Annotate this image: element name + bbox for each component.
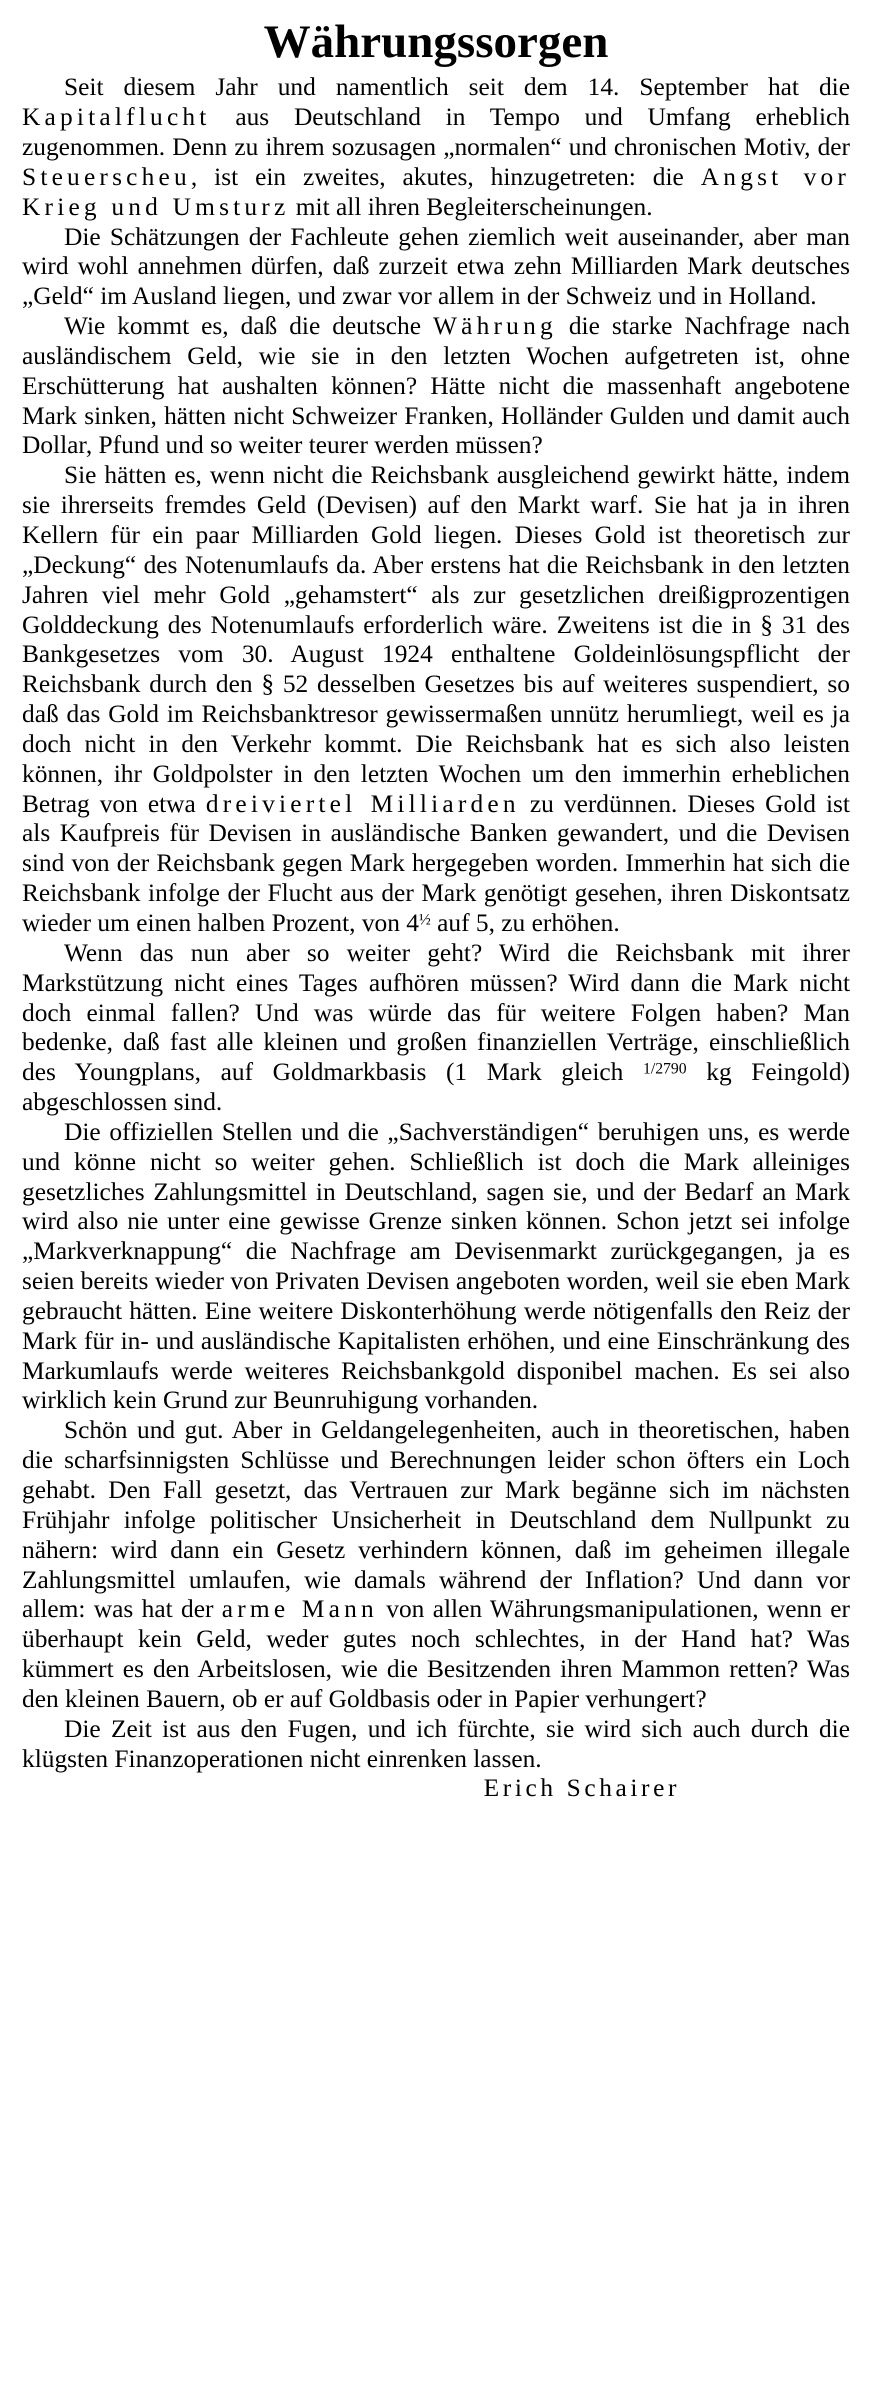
article-body	[22, 73, 850, 1774]
paragraph: Die Schätzungen der Fachleute gehen ziemlich weit auseinander, aber man wird wohl annehmen dürfen, daß zurzeit etwa zehn Milliarden Mark deutsches „Geld“ im Ausland liegen, und zwar vor allem in der Schweiz und in Holland.	[22, 222, 850, 311]
author-signature: Erich Schairer	[483, 1774, 680, 1803]
paragraph-final: Die Zeit ist aus den Fugen, und ich fürchte, sie wird sich auch durch die klügsten Finanzoperationen nicht einrenken lassen.	[22, 1714, 850, 1773]
paragraph: Sie hätten es, wenn nicht die Reichsbank ausgleichend gewirkt hätte, indem sie ihrerseits fremdes Geld (Devisen) auf den Markt warf. Sie hat ja in ihren Kellern für ein paar Milliarden Gold liegen. Dieses Gold ist theoretisch zur „Deckung“ des Notenumlaufs da. Aber erstens hat die Reichsbank in den letzten Jahren viel mehr Gold „gehamstert“ als zur gesetzlichen dreißigprozentigen Golddeckung des Notenumlaufs erforderlich wäre. Zweitens ist die in § 31 des Bankgesetzes vom 30. August 1924 enthaltene Goldeinlösungspflicht der Reichsbank durch den § 52 desselben Gesetzes bis auf weiteres suspendiert, so daß das Gold im Reichsbanktresor gewissermaßen unnütz herumliegt, weil es ja doch nicht in den Verkehr kommt. Die Reichsbank hat es sich also leisten können, ihr Goldpolster in den letzten Wochen um den immerhin erheblichen Betrag von etwa dreiviertel Milliarden zu verdünnen. Dieses Gold ist als Kaufpreis für Devisen in ausländische Banken gewandert, und die Devisen sind von der Reichsbank gegen Mark hergegeben worden. Immerhin hat sich die Reichsbank infolge der Flucht aus der Mark genötigt gesehen, ihren Diskontsatz wieder um einen halben Prozent, von $4^{\frac{1}{2}}$ auf 5, zu erhöhen.	[22, 461, 850, 937]
paragraph: Die offiziellen Stellen und die „Sachverständigen“ beruhigen uns, es werde und könne nicht so weiter gehen. Schließlich ist doch die Mark alleiniges gesetzliches Zahlungsmittel in Deutschland, sagen sie, und der Bedarf an Mark wird also nie unter eine gewisse Grenze sinken können. Schon jetzt sei infolge „Markverknappung“ die Nachfrage am Devisenmarkt zurückgegangen, ja es seien bereits wieder von Privaten Devisen angeboten worden, weil sie eben Mark gebraucht hätten. Eine weitere Diskonterhöhung werde nötigenfalls den Reiz der Mark für in- und ausländische Kapitalisten erhöhen, und eine Einschränkung des Markumlaufs werde weiteres Reichsbankgold disponibel machen. Es sei also wirklich kein Grund zur Beunruhigung vorhanden.	[22, 1117, 850, 1415]
page-title: Währungssorgen	[263, 16, 609, 68]
paragraph: Schön und gut. Aber in Geldangelegenheiten, auch in theoretischen, haben die scharfsinnigsten Schlüsse und Berechnungen leider schon öfters ein Loch gehabt. Den Fall gesetzt, das Vertrauen zur Mark begänne sich im nächsten Frühjahr infolge politischer Unsicherheit in Deutschland dem Nullpunkt zu nähern: wird dann ein Gesetz verhindern können, daß im geheimen illegale Zahlungsmittel umlaufen, wie damals während der Inflation? Und dann vor allem: was hat der arme Mann von allen Währungsmanipulationen, wenn er überhaupt kein Geld, weder gutes noch schlechtes, in der Hand hat? Was kümmert es den Arbeitslosen, wie die Besitzenden ihren Mammon retten? Was den kleinen Bauern, ob er auf Goldbasis oder in Papier verhungert?	[22, 1416, 850, 1713]
paragraph: Wie kommt es, daß die deutsche Währung die starke Nachfrage nach ausländischem Geld, wie sie in den letzten Wochen aufgetreten ist, ohne Erschütterung hat aushalten können? Hätte nicht die massenhaft angebotene Mark sinken, hätten nicht Schweizer Franken, Holländer Gulden und damit auch Dollar, Pfund und so weiter teurer werden müssen?	[22, 312, 851, 460]
paragraph: Seit diesem Jahr und namentlich seit dem 14. September hat die Kapitalflucht aus Deutschland in Tempo und Umfang erheblich zugenommen. Denn zu ihrem sozusagen „normalen“ und chronischen Motiv, der Steuerscheu, ist ein zweites, akutes, hinzugetreten: die Angst vor Krieg und Umsturz mit all ihren Begleiterscheinungen.	[22, 73, 851, 221]
paragraph: Wenn das nun aber so weiter geht? Wird die Reichsbank mit ihrer Markstützung nicht eines Tages aufhören müssen? Wird dann die Mark nicht doch einmal fallen? Und was würde das für weitere Folgen haben? Man bedenke, daß fast alle kleinen und großen finanziellen Verträge, einschließlich des Youngplans, auf Goldmarkbasis (1 Mark gleich $^{1/2790}$ kg Feingold) abgeschlossen sind.	[22, 938, 850, 1117]
